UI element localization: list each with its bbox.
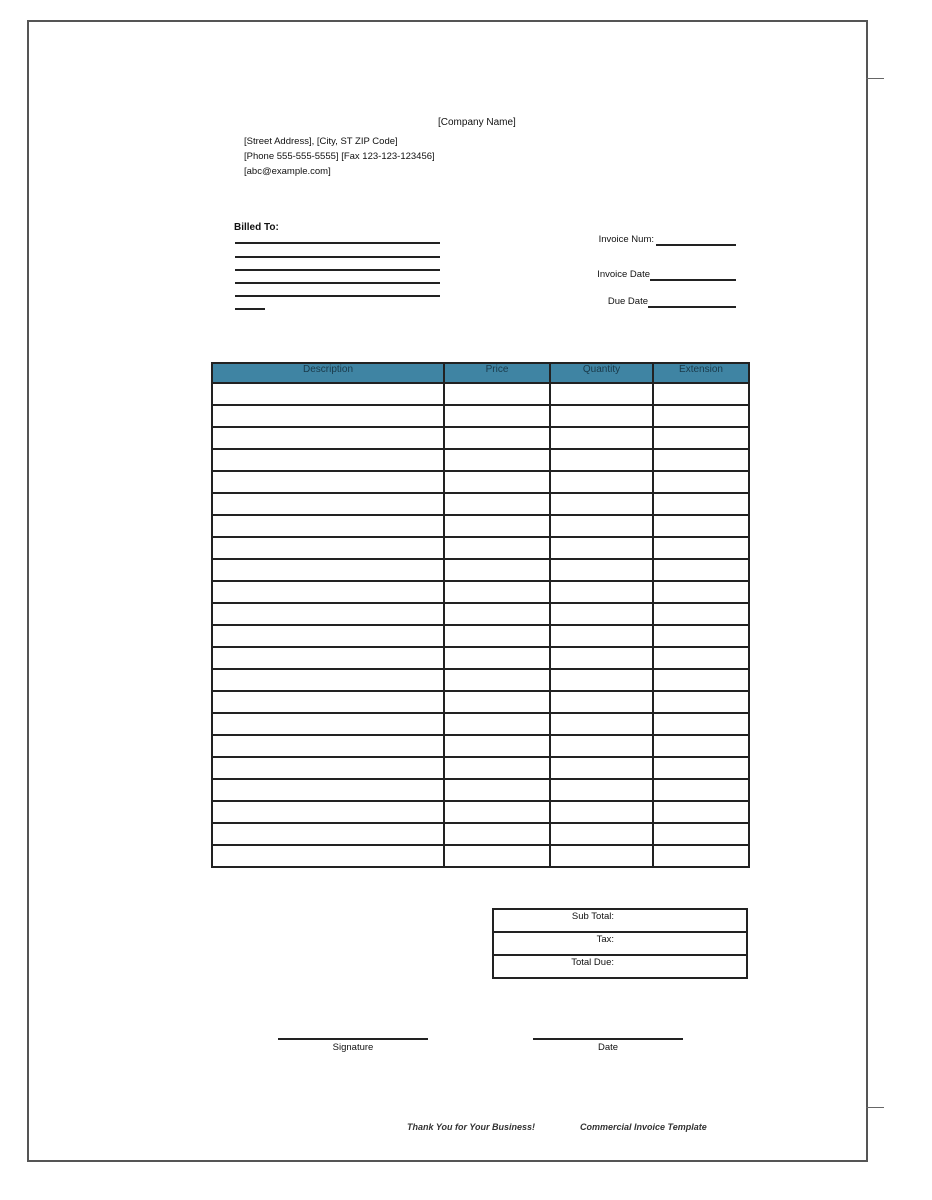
table-row [212,779,749,801]
quantity-cell[interactable] [550,515,653,537]
billed-to-line[interactable] [235,282,440,284]
description-cell[interactable] [212,647,444,669]
description-cell[interactable] [212,581,444,603]
price-cell[interactable] [444,647,550,669]
invoice-number-label: Invoice Num: [598,234,654,245]
extension-cell[interactable] [653,559,749,581]
price-cell[interactable] [444,801,550,823]
table-row [212,801,749,823]
quantity-cell[interactable] [550,405,653,427]
price-cell[interactable] [444,713,550,735]
company-name: [Company Name] [438,117,516,128]
table-row [212,427,749,449]
date-label: Date [597,1042,619,1053]
description-cell[interactable] [212,823,444,845]
quantity-cell[interactable] [550,559,653,581]
extension-cell[interactable] [653,801,749,823]
price-cell[interactable] [444,669,550,691]
tax-row[interactable] [493,932,747,955]
table-row [212,647,749,669]
table-header-row [212,363,749,383]
header-quantity: Quantity [550,363,653,383]
quantity-cell[interactable] [550,735,653,757]
table-row [212,757,749,779]
price-cell[interactable] [444,779,550,801]
description-cell[interactable] [212,801,444,823]
quantity-cell[interactable] [550,383,653,405]
table-row [212,845,749,867]
description-cell[interactable] [212,779,444,801]
extension-cell[interactable] [653,647,749,669]
description-cell[interactable] [212,757,444,779]
description-cell[interactable] [212,713,444,735]
extension-cell[interactable] [653,779,749,801]
description-cell[interactable] [212,691,444,713]
price-cell[interactable] [444,735,550,757]
header-description: Description [212,363,444,383]
subtotal-label: Sub Total: [571,911,614,922]
quantity-cell[interactable] [550,845,653,867]
table-row [212,493,749,515]
extension-cell[interactable] [653,449,749,471]
description-cell[interactable] [212,449,444,471]
price-cell[interactable] [444,405,550,427]
extension-cell[interactable] [653,581,749,603]
quantity-cell[interactable] [550,537,653,559]
quantity-cell[interactable] [550,625,653,647]
extension-cell[interactable] [653,625,749,647]
description-cell[interactable] [212,735,444,757]
billed-to-line-short[interactable] [235,308,265,310]
price-cell[interactable] [444,823,550,845]
table-row [212,669,749,691]
table-row [212,537,749,559]
description-cell[interactable] [212,603,444,625]
extension-cell[interactable] [653,471,749,493]
price-cell[interactable] [444,449,550,471]
due-date-field[interactable] [648,306,736,308]
totals-table [492,908,748,979]
signature-label: Signature [332,1042,374,1053]
extension-cell[interactable] [653,845,749,867]
items-table [211,362,750,868]
billed-to-line[interactable] [235,295,440,297]
price-cell[interactable] [444,845,550,867]
quantity-cell[interactable] [550,581,653,603]
price-cell[interactable] [444,427,550,449]
table-row [212,515,749,537]
billed-to-line[interactable] [235,242,440,244]
quantity-cell[interactable] [550,823,653,845]
signature-line[interactable] [278,1038,428,1040]
description-cell[interactable] [212,515,444,537]
page-edge-mark-top [866,78,884,79]
tax-label: Tax: [596,934,614,945]
table-row [212,691,749,713]
table-row [212,581,749,603]
extension-cell[interactable] [653,691,749,713]
extension-cell[interactable] [653,823,749,845]
description-cell[interactable] [212,625,444,647]
items-table-body [212,383,749,867]
header-extension: Extension [653,363,749,383]
description-cell[interactable] [212,471,444,493]
price-cell[interactable] [444,603,550,625]
description-cell[interactable] [212,559,444,581]
total-due-label: Total Due: [571,957,614,968]
total-due-row[interactable] [493,955,747,978]
table-row [212,449,749,471]
extension-cell[interactable] [653,383,749,405]
extension-cell[interactable] [653,515,749,537]
extension-cell[interactable] [653,669,749,691]
price-cell[interactable] [444,625,550,647]
extension-cell[interactable] [653,427,749,449]
description-cell[interactable] [212,383,444,405]
quantity-cell[interactable] [550,493,653,515]
table-row [212,823,749,845]
description-cell[interactable] [212,493,444,515]
quantity-cell[interactable] [550,427,653,449]
quantity-cell[interactable] [550,691,653,713]
price-cell[interactable] [444,471,550,493]
quantity-cell[interactable] [550,669,653,691]
extension-cell[interactable] [653,405,749,427]
price-cell[interactable] [444,537,550,559]
table-row [212,559,749,581]
date-line[interactable] [533,1038,683,1040]
description-cell[interactable] [212,669,444,691]
price-cell[interactable] [444,581,550,603]
table-row [212,405,749,427]
footer-thanks: Thank You for Your Business! [407,1122,536,1132]
table-row [212,471,749,493]
price-cell[interactable] [444,757,550,779]
quantity-cell[interactable] [550,603,653,625]
description-cell[interactable] [212,405,444,427]
billed-to-line[interactable] [235,269,440,271]
table-row [212,603,749,625]
billed-to-label: Billed To: [234,222,279,233]
extension-cell[interactable] [653,603,749,625]
description-cell[interactable] [212,427,444,449]
invoice-number-field[interactable] [656,244,736,246]
extension-cell[interactable] [653,713,749,735]
extension-cell[interactable] [653,757,749,779]
company-email: [abc@example.com] [244,166,331,177]
table-row [212,383,749,405]
page-edge-mark-bottom [866,1107,884,1108]
table-row [212,735,749,757]
table-row [212,713,749,735]
quantity-cell[interactable] [550,647,653,669]
price-cell[interactable] [444,515,550,537]
header-price: Price [444,363,550,383]
extension-cell[interactable] [653,493,749,515]
table-row [212,625,749,647]
quantity-cell[interactable] [550,801,653,823]
company-address: [Street Address], [City, ST ZIP Code] [244,136,398,147]
price-cell[interactable] [444,383,550,405]
quantity-cell[interactable] [550,757,653,779]
description-cell[interactable] [212,537,444,559]
footer-template-name: Commercial Invoice Template [580,1122,707,1132]
price-cell[interactable] [444,691,550,713]
extension-cell[interactable] [653,537,749,559]
description-cell[interactable] [212,845,444,867]
company-phone-fax: [Phone 555-555-5555] [Fax 123-123-123456] [244,151,435,162]
extension-cell[interactable] [653,735,749,757]
billed-to-line[interactable] [235,256,440,258]
quantity-cell[interactable] [550,449,653,471]
quantity-cell[interactable] [550,471,653,493]
quantity-cell[interactable] [550,713,653,735]
subtotal-row[interactable] [493,909,747,932]
price-cell[interactable] [444,559,550,581]
quantity-cell[interactable] [550,779,653,801]
invoice-date-field[interactable] [650,279,736,281]
price-cell[interactable] [444,493,550,515]
invoice-date-label: Invoice Date [597,269,650,280]
due-date-label: Due Date [607,296,648,307]
